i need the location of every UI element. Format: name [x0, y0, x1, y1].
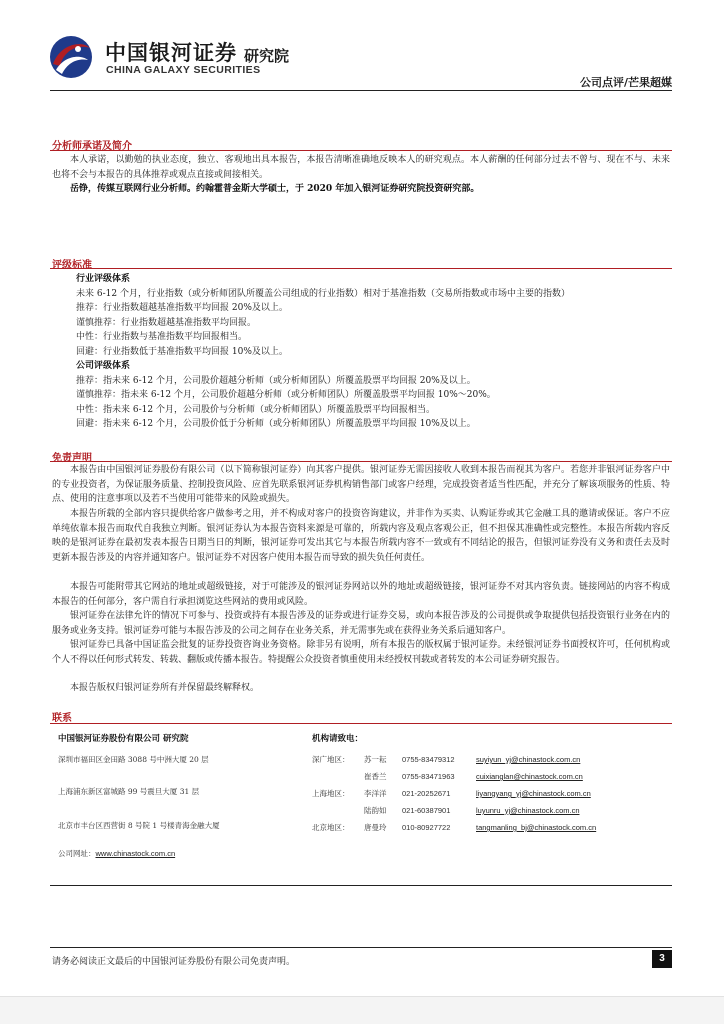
contact-section-title: 联系 — [52, 713, 72, 724]
office-address: 上海浦东新区富城路 99 号震旦大厦 31 层 — [58, 787, 200, 796]
analyst-bio: 岳铮，传媒互联网行业分析师。约翰霍普金斯大学硕士，于 2020 年加入银河证券研究院投资研究部。 — [70, 184, 480, 194]
contact-phone: 021-60387901 — [402, 806, 451, 815]
contact-person — [312, 822, 596, 833]
contact-email-link[interactable]: cuixianglan@chinastock.com.cn — [476, 772, 583, 781]
contact-person — [312, 805, 580, 816]
contact-name: 李洋洋 — [364, 789, 387, 798]
contact-name: 唐曼玲 — [364, 823, 387, 832]
brand-name-en: CHINA GALAXY SECURITIES — [106, 64, 261, 76]
industry-rating-row: 回避：行业指数低于基准指数平均回报 10%及以上。 — [76, 346, 288, 357]
viewer-bottom-edge — [0, 996, 724, 1024]
company-rating-head: 公司评级体系 — [76, 361, 131, 371]
contact-email-link[interactable]: tangmanling_bj@chinastock.com.cn — [476, 823, 597, 832]
contact-box — [50, 723, 672, 885]
contact-phone: 010-80927722 — [402, 823, 451, 832]
contact-name: 陆韵如 — [364, 806, 387, 815]
company-rating-row: 中性：指未来 6-12 个月，公司股价与分析师（或分析师团队）所覆盖股票平均回报相当。 — [76, 404, 435, 415]
page-number: 3 — [652, 950, 672, 968]
contact-phone: 0755-83479312 — [402, 755, 455, 764]
industry-rating-row: 中性：行业指数与基准指数平均回报相当。 — [76, 332, 248, 342]
rating-section-rule — [50, 268, 672, 269]
industry-rating-row: 未来 6-12 个月，行业指数（或分析师团队所覆盖公司组成的行业指数）相对于基准指数（交易所指数或市场中主要的指数） — [76, 288, 570, 299]
disclaimer-section-title: 免责声明 — [52, 453, 92, 464]
brand-department: 研究院 — [244, 47, 290, 65]
contact-person — [312, 754, 580, 765]
office-address: 深圳市福田区金田路 3088 号中洲大厦 20 层 — [58, 755, 209, 764]
footer-disclaimer-note: 请务必阅读正文最后的中国银河证券股份有限公司免责声明。 — [52, 957, 296, 967]
contact-phone: 0755-83471963 — [402, 772, 455, 781]
company-website — [58, 848, 175, 859]
industry-rating-row: 推荐：行业指数超越基准指数平均回报 20%及以上。 — [76, 303, 288, 313]
office-address: 北京市丰台区西营街 8 号院 1 号楼青海金融大厦 — [58, 821, 220, 830]
disclaimer-section-rule — [50, 461, 672, 462]
analyst-section-title: 分析师承诺及简介 — [52, 141, 132, 152]
rating-table — [52, 272, 670, 432]
contact-region: 深广地区： — [312, 755, 350, 764]
disclaimer-paragraph-1: 本报告由中国银河证券股份有限公司（以下简称银河证券）向其客户提供。银河证券无需因接收人收到本报告而视其为客户。若您并非银河证券客户中的专业投资者，为保证服务质量、控制投资风险、应首先联系银河证券机构销售部门或客户经理，完成投资者适当性匹配，并充分了解该项服务的性质、特点、使用的注意事项以及若不当使用可能带来的风险或损失。 — [52, 465, 670, 504]
contact-person — [312, 771, 583, 782]
header-divider — [50, 90, 672, 91]
rating-section-title: 评级标准 — [52, 260, 92, 271]
china-galaxy-logo-icon — [48, 34, 94, 80]
industry-rating-row: 谨慎推荐：行业指数超越基准指数平均回报。 — [76, 317, 257, 328]
brand-name-cn: 中国银河证券 — [105, 41, 237, 65]
contact-email-link[interactable]: luyunru_yj@chinastock.com.cn — [476, 806, 580, 815]
contact-company: 中国银河证券股份有限公司 研究院 — [58, 734, 189, 744]
contact-person — [312, 788, 591, 799]
company-rating-row: 推荐：指未来 6-12 个月，公司股价超越分析师（或分析师团队）所覆盖股票平均回报 20%及以上。 — [76, 375, 476, 386]
contact-institution-head: 机构请致电： — [312, 734, 364, 744]
company-rating-row: 回避：指未来 6-12 个月，公司股价低于分析师（或分析师团队）所覆盖股票平均回报 10%及以上。 — [76, 419, 476, 429]
disclaimer-paragraph-5: 银河证券已具备中国证监会批复的证券投资咨询业务资格。除非另有说明，所有本报告的版权属于银河证券。未经银河证券书面授权许可，任何机构或个人不得以任何形式转发、转载、翻版或传播本报告。特提醒公众投资者慎重使用未经授权刊载或者转发的本公司证券研究报告。 — [52, 640, 670, 665]
disclaimer-paragraph-4: 银河证券在法律允许的情况下可参与、投资或持有本报告涉及的证券或进行证券交易，或向本报告涉及的公司提供或争取提供包括投资银行业务在内的服务或业务支持。银河证券可能与本报告涉及的公司之间存在业务关系，并无需事先或在获得业务关系后通知客户。 — [52, 611, 670, 636]
disclaimer-paragraph-3: 本报告可能附带其它网站的地址或超级链接，对于可能涉及的银河证券网站以外的地址或超级链接，银河证券不对其内容负责。链接网站的内容不构成本报告的任何部分，客户需自行承担浏览这些网站的费用或风险。 — [52, 582, 670, 607]
analyst-section-rule — [50, 150, 672, 151]
report-type: 公司点评/芒果超媒 — [579, 76, 672, 89]
disclaimer-paragraph-2: 本报告所载的全部内容只提供给客户做参考之用，并不构成对客户的投资咨询建议，并非作为买卖、认购证券或其它金融工具的邀请或保证。客户不应单纯依靠本报告而取代自我独立判断。银河证券认为本报告资料来源是可靠的，所载内容及观点客观公正，但不担保其准确性或完整性。本报告所载内容反映的是银河证券在最初发表本报告日期当日的判断，银河证券可发出其它与本报告所载内容不一致或有不同结论的报告，但银河证券没有义务和责任去及时更新本报告涉及的内容并通知客户。银河证券不对因客户使用本报告而导致的损失负任何责任。 — [52, 509, 670, 563]
contact-email-link[interactable]: suyiyun_yj@chinastock.com.cn — [476, 755, 581, 764]
contact-name: 崔香兰 — [364, 772, 387, 781]
contact-region: 上海地区： — [312, 789, 350, 798]
website-label: 公司网址： — [58, 849, 96, 858]
contact-phone: 021-20252671 — [402, 789, 451, 798]
company-rating-row: 谨慎推荐：指未来 6-12 个月，公司股价超越分析师（或分析师团队）所覆盖股票平均回报 10%～20%。 — [76, 390, 496, 400]
contact-bottom-rule — [50, 885, 672, 886]
analyst-commitment: 本人承诺，以勤勉的执业态度，独立、客观地出具本报告，本报告清晰准确地反映本人的研究观点。本人薪酬的任何部分过去不曾与、现在不与、未来也将不会与本报告的具体推荐或观点直接或间接相关。 — [52, 155, 670, 180]
footer-divider — [50, 947, 672, 948]
contact-name: 苏一耘 — [364, 755, 387, 764]
contact-region: 北京地区： — [312, 823, 350, 832]
website-link[interactable]: www.chinastock.com.cn — [95, 849, 176, 858]
disclaimer-paragraph-6: 本报告版权归银河证券所有并保留最终解释权。 — [70, 683, 260, 693]
industry-rating-head: 行业评级体系 — [76, 274, 131, 284]
contact-email-link[interactable]: liyangyang_yj@chinastock.com.cn — [476, 789, 591, 798]
